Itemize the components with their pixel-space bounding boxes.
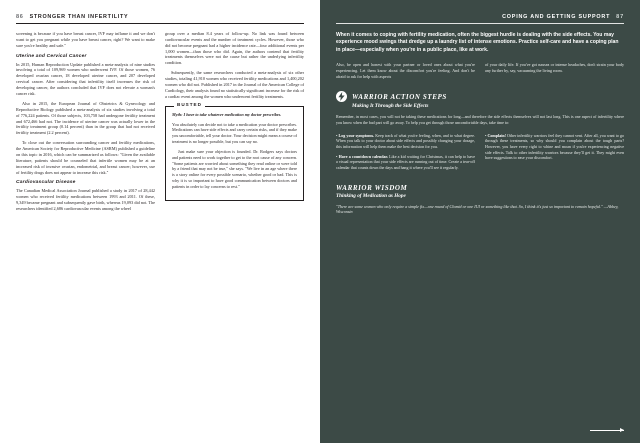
left-column-1	[16, 31, 155, 216]
right-running-head-text: COPING AND GETTING SUPPORT	[502, 14, 611, 20]
step-text: Other infertility warriors feel they cannot vent. After all, you want to go through these treatments, so why should you complain about the tough parts? However, you have every right to whine and moan if you're experiencing negative side effects. Talk to other infertility warriors because they'll get it. They might even have suggestions to ease your discomfort.	[485, 132, 624, 161]
step-lead: Have a countdown calendar.	[338, 153, 388, 159]
next-page-arrow-icon	[590, 430, 624, 431]
paragraph: To close out the conversation surrounding cancer and fertility medications, the American Society for Reproductive Medicine (ASRM) published a guideline on this topic in 2016, which can be summarized as follows: "Given the available literature, patients should be counseled that infertile women may be at an increased risk of invasive ovarian, endometrial, and breast cancer; however, use of fertility drugs does not appear to increase this risk."	[16, 140, 155, 175]
step-lead: Complain!	[487, 132, 506, 138]
right-intro-columns	[336, 62, 624, 83]
right-intro-column-2	[485, 62, 624, 83]
myth-label: Myth:	[172, 111, 183, 117]
paragraph: You absolutely can decide not to take a medication your doctor prescribes. Medications can have side effects and carry certain risks, and if they make you uncomfortable, tell your doctor. Your decision might mean a course of treatment is no longer possible, but you can say no.	[172, 121, 297, 145]
right-folio: 87	[616, 14, 624, 20]
left-columns	[16, 31, 304, 216]
warrior-wisdom-title: WARRIOR WISDOM	[336, 183, 408, 192]
intro-paragraph: When it comes to coping with fertility medication, often the biggest hurdle is dealing with the side effects. You may experience mood swings that dredge up a laundry list of intense emotions. Practice self-care and have a coping plan in place—especially when you're in a public place, like at work.	[336, 32, 619, 53]
paragraph: Remember, in most cases, you will not be taking these medications for long—and therefore the side effects themselves will not last long. This is one aspect of infertility where you know when the bad part will go away. To help you get through those uncomfortable days, take time to:	[336, 114, 624, 125]
list-item: • Log your symptoms. Keep track of what you're feeling, when, and to what degree. When you talk to your doctor about side effects and possibly changing your dosage, this information will help them make the best decision for you.	[336, 132, 475, 149]
paragraph: group over a median 8.4 years of follow-up. No link was found between cardiovascular events and the number of treatment cycles. However, those who did not become pregnant had a higher incidence rate—four additional events per 1,000 women—than those who did. Again, the authors contend that fertility treatments themselves were not the cause but rather the underlying infertility condition.	[165, 31, 304, 66]
warrior-wisdom-quote: "There are some women who only require a simple fix—one round of Clomid or one IUI or something like that. So, I think it's just so important to remain hopeful." —Abbey, Wisconsin	[336, 203, 619, 215]
paragraph: of your daily life. If you've got nausea or intense headaches, don't strain your body any further by, say, vacuuming the living room.	[485, 62, 624, 73]
left-running-header	[16, 14, 304, 23]
left-column-2	[165, 31, 304, 216]
paragraph: Also, be open and honest with your partner or loved ones about what you're experiencing. Let them know about the discomfort you're feeling. And don't be afraid to ask for help with aspects	[336, 62, 475, 79]
action-steps-columns	[336, 133, 624, 175]
warrior-action-steps-header	[336, 91, 624, 102]
section-heading-cardiovascular-disease: Cardiovascular Disease	[16, 180, 76, 186]
paragraph: Subsequently, the same researchers conducted a meta-analysis of six other studies, totaling 41,910 women who received fertility medications and 1,400,202 women who did not. Published in 2017 in the Journal of the American College of Cardiology, their analysis found no statistically significant increase for the risk of a cardiac event among the women who underwent fertility treatments.	[165, 70, 304, 99]
paragraph: In 2015, Human Reproduction Update published a meta-analysis of nine studies involving a total of 109,969 women who underwent IVF. Of those women, 76 developed ovarian cancer, 18 developed uterine cancer, and 207 developed cervical cancer. After considering that infertility itself increases the risk of developing cancer, the authors concluded that IVF does not elevate a woman's cancer risk.	[16, 61, 155, 96]
list-item: • Have a countdown calendar. Like a kid waiting for Christmas, it can help to have a visual representation that your side effects are running out of time. Create a tear-off calendar that counts down the days and hang it where you'll see it regularly.	[336, 153, 475, 170]
warrior-action-steps-title: WARRIOR ACTION STEPS	[352, 92, 447, 101]
right-running-header	[336, 14, 624, 23]
warrior-wisdom-section	[336, 184, 624, 216]
lightning-bolt-icon	[336, 91, 347, 102]
right-intro-column-1	[336, 62, 475, 83]
warrior-wisdom-subtitle: Thinking of Medication as Hope	[336, 192, 406, 199]
step-text: Keep track of what you're feeling, when, and to what degree. When you talk to your doctor about side effects and possibly changing your dosage, this information will help them make the best decision for you.	[336, 132, 475, 149]
step-lead: Log your symptoms.	[338, 132, 375, 138]
warrior-action-steps-subtitle: Making It Through the Side Effects	[352, 103, 429, 110]
action-steps-column-1	[336, 133, 475, 175]
left-running-head-text: STRONGER THAN INFERTILITY	[29, 14, 129, 20]
list-item: • Complain! Other infertility warriors feel they cannot vent. After all, you want to go through these treatments, so why should you complain about the tough parts? However, you have every right to whine and moan if you're experiencing negative side effects. Talk to other infertility warriors because they'll get it. They might even have suggestions to ease your discomfort.	[485, 132, 624, 161]
right-header-rule	[336, 23, 624, 24]
paragraph: Just make sure your objection is founded. Dr. Rodgers says doctors and patients need to work together to get to the root cause of any concern. "Some patients are worried about something they read online or were told by a friend that may not be true," she says. "We live in an age where there is a story online for every possible scenario, whether good or bad. This is why it is so important to have good communication between doctors and patients in order to lay concerns to rest."	[172, 149, 297, 189]
step-text: Like a kid waiting for Christmas, it can help to have a visual representation that your side effects are running out of time. Create a tear-off calendar that counts down the days and hang it where you'll see it regularly.	[336, 153, 475, 170]
action-steps-lead	[336, 114, 624, 130]
busted-label: BUSTED	[174, 102, 205, 107]
left-header-rule	[16, 23, 304, 24]
paragraph: Also in 2015, the European Journal of Obstetrics & Gynecology and Reproductive Biology published a meta-analysis of six studies involving a total of 776,224 patients. Of those subjects, 103,758 had undergone fertility treatment and 672,466 had not. The incidence of uterine cancer was actually lower in the fertility treatment group (0.14 percent) than in the group that had not received fertility treatment (2.2 percent).	[16, 100, 155, 136]
paragraph: screening is because if you have breast cancer, IVF may inflame it and we don't want to get you pregnant while you have breast cancer, right? We want to make sure you're healthy and safe."	[16, 31, 155, 48]
myth-text: I have to take whatever medication my doctor prescribes.	[182, 111, 282, 117]
action-steps-lead-row	[336, 114, 624, 130]
section-heading-uterine-cervical-cancer: Uterine and Cervical Cancer	[16, 53, 87, 59]
left-folio: 86	[16, 14, 24, 20]
warrior-action-steps-section	[336, 91, 624, 174]
busted-myth-box	[165, 102, 304, 201]
myth-statement	[172, 112, 297, 118]
paragraph: The Canadian Medical Association Journal published a study in 2017 of 28,442 women who received fertility medications between 1993 and 2011. Of these, 9,349 became pregnant and subsequently gave birth, whereas 19,093 did not. The researchers identified 2,686 cardiovascular events among the wheel	[16, 188, 155, 211]
right-page	[320, 0, 640, 443]
action-steps-column-2	[485, 133, 624, 175]
